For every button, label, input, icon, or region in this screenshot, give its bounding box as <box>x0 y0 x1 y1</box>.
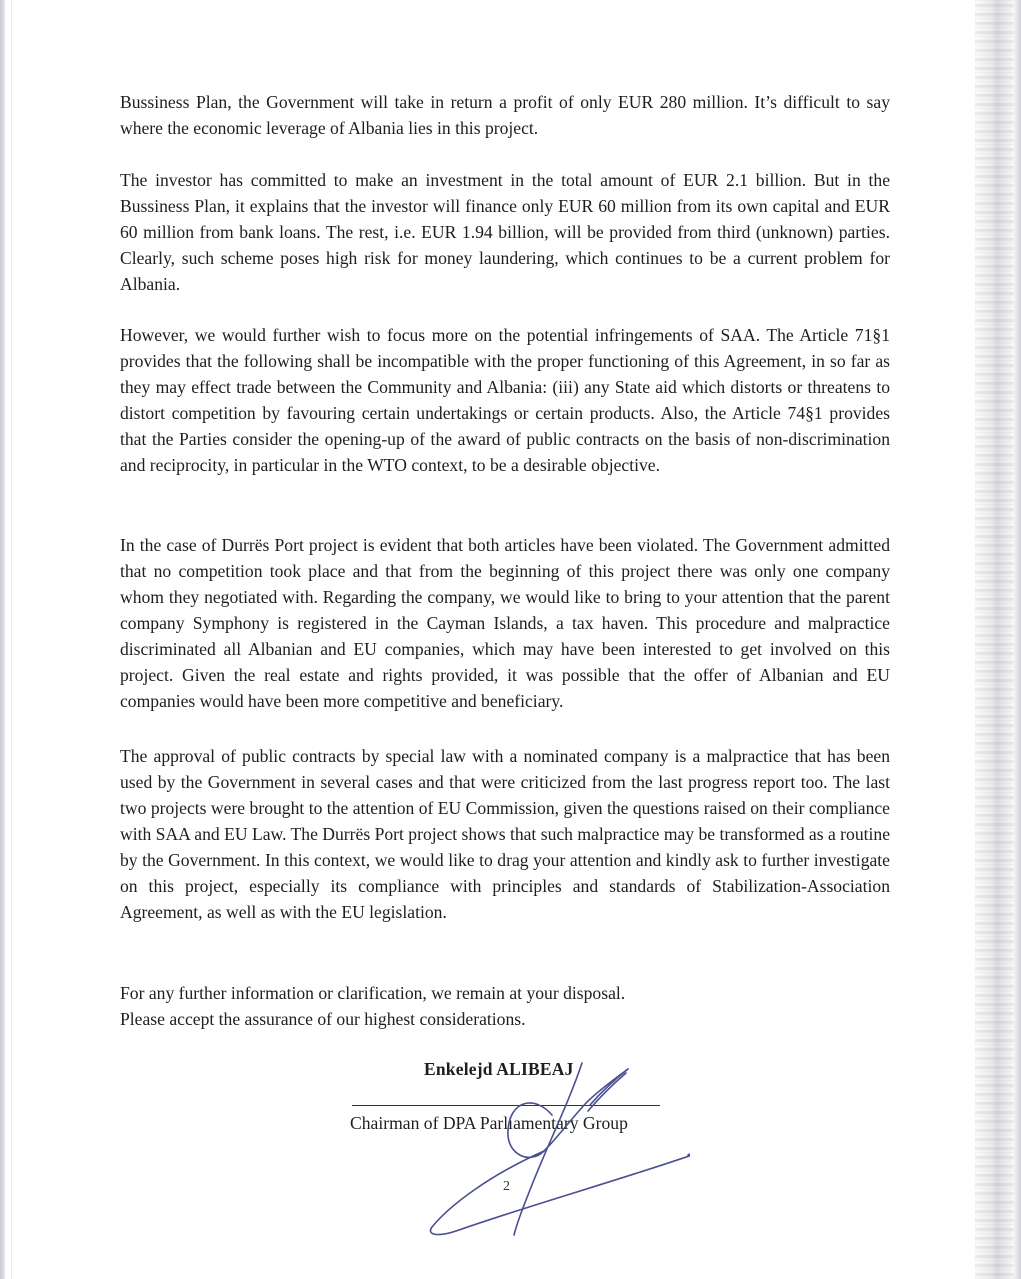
signature-block <box>330 1055 690 1255</box>
handwritten-signature-icon <box>330 1055 690 1255</box>
scan-right-noise-strip <box>975 0 1015 1279</box>
paragraph-saa-infringements: However, we would further wish to focus more on the potential infringements of SAA. The Article 71§1 provides that the following shall be incompatible with the proper functioning of this Agreement, in so far as they may effect trade between the Community and Albania: (iii) any State aid which distorts or threatens to distort competition by favouring certain undertakings or certain products. Also, the Article 74§1 provides that the Parties consider the opening-up of the award of public contracts on the basis of non-discrimination and reciprocity, in particular in the WTO context, to be a desirable objective. <box>120 325 890 475</box>
scan-right-edge <box>1014 0 1021 1279</box>
signer-title: Chairman of DPA Parliamentary Group <box>350 1113 628 1133</box>
paragraph-durres-port-case: In the case of Durrës Port project is evident that both articles have been violated. The Government admitted that no competition took place and that from the beginning of this project there was only one company whom they negotiated with. Regarding the company, we would like to bring to your attention that the parent company Symphony is registered in the Cayman Islands, a tax haven. This procedure and malpractice discriminated all Albanian and EU companies, which may have been interested to get involved on this project. Given the real estate and rights provided, it was possible that the offer of Albanian and EU companies would have been more competitive and beneficiary. <box>120 535 890 711</box>
paragraph-public-contracts: The approval of public contracts by special law with a nominated company is a malpractice that has been used by the Government in several cases and that were criticized from the last progress report too. The last two projects were brought to the attention of EU Commission, given the questions raised on their compliance with SAA and EU Law. The Durrës Port project shows that such malpractice may be transformed as a routine by the Government. In this context, we would like to drag your attention and kindly ask to further investigate on this project, especially its compliance with principles and standards of Stabilization-Association Agreement, as well as with the EU legislation. <box>120 746 891 922</box>
page-number: 2 <box>503 1179 510 1194</box>
closing-remarks <box>120 980 890 1032</box>
closing-line-disposal: For any further information or clarification, we remain at your disposal. <box>120 983 626 1003</box>
signer-name: Enkelejd ALIBEAJ <box>424 1059 574 1079</box>
signature-line <box>352 1105 660 1106</box>
scan-left-edge <box>0 0 5 1279</box>
closing-line-considerations: Please accept the assurance of our highest considerations. <box>120 1009 526 1029</box>
paragraph-investment: The investor has committed to make an investment in the total amount of EUR 2.1 billion. But in the Bussiness Plan, it explains that the investor will finance only EUR 60 million from its own capital and EUR 60 million from bank loans. The rest, i.e. EUR 1.94 billion, will be provided from third (unknown) parties. Clearly, such scheme poses high risk for money laundering, which continues to be a current problem for Albania. <box>120 170 890 294</box>
scan-left-border-line <box>11 0 12 1279</box>
paragraph-profit: Bussiness Plan, the Government will take in return a profit of only EUR 280 million. It’s difficult to say where the economic leverage of Albania lies in this project. <box>120 92 890 138</box>
